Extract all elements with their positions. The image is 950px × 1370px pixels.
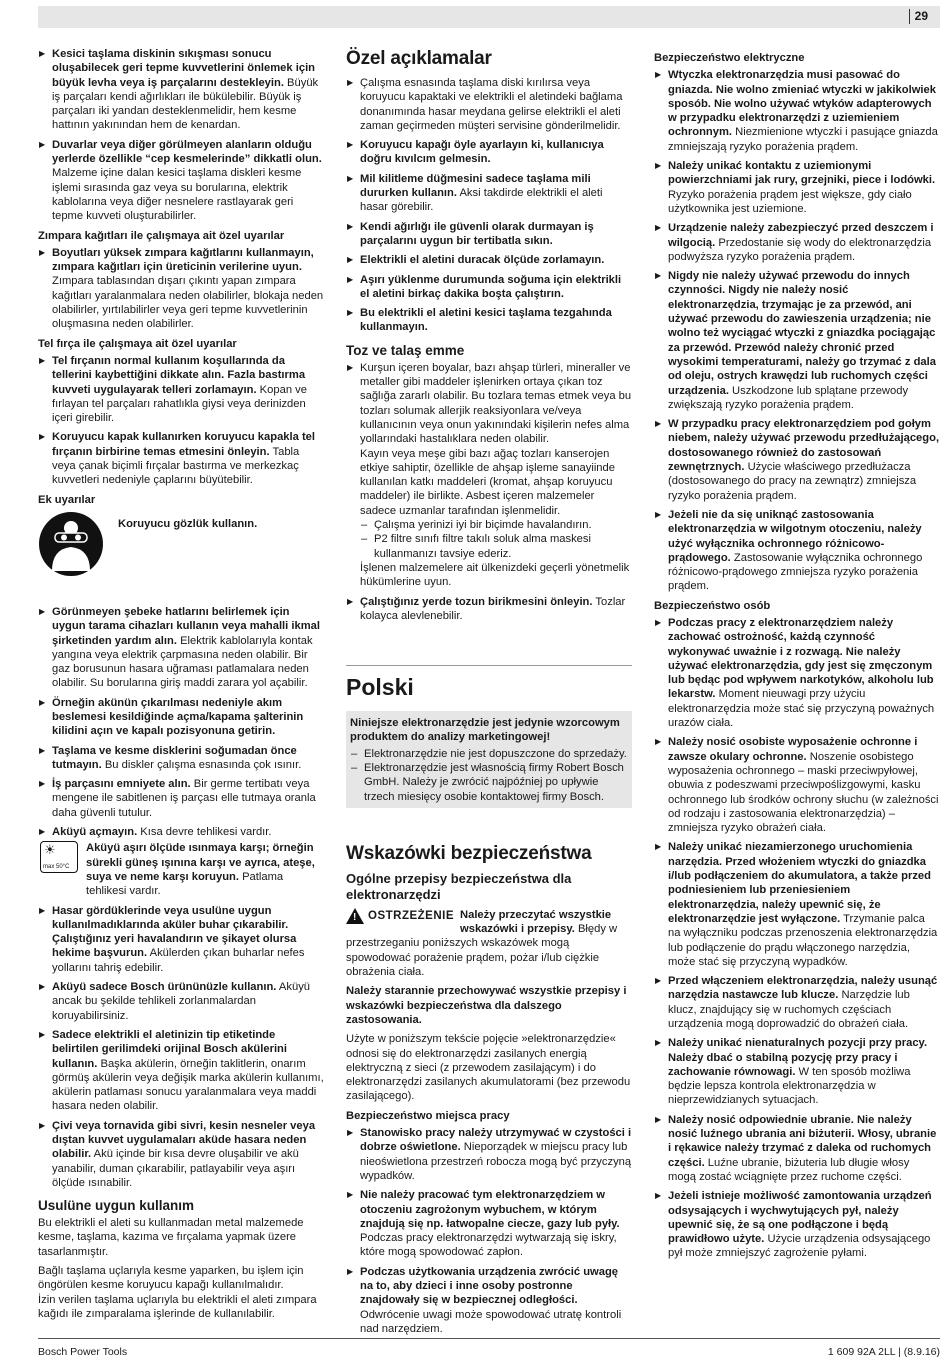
language-title: Polski bbox=[346, 674, 414, 701]
warning-item: ▶ Koruyucu kapak kullanırken koruyucu kapakla tel fırçanın birbirine temas etmesini önleyin. Tabla veya çanak biçimli fırçalar bastırma ve merkezkaç kuvvetleri nedeniyle çaplarını büyütebilir. bbox=[38, 430, 324, 487]
warning-item: ▶ Elektrikli el aletini duracak ölçüde zorlamayın. bbox=[346, 253, 632, 267]
warning-label: ! OSTRZEŻENIE bbox=[346, 908, 454, 924]
warning-item: ▶ Duvarlar veya diğer görülmeyen alanların olduğu yerlerde özellikle “cep kesmelerinde” dikkatli olun. Malzeme içine dalan kesici taşlama diskleri kesme işlemi sırasında gaz veya su borularına, elektrik kablolarına veya diğer nesnelere rastlayarak geri tepme kuvveti oluşturabilirler. bbox=[38, 138, 324, 224]
warning-item: ▶ W przypadku pracy elektronarzędziem pod gołym niebem, należy używać przewodu przedłużającego, dostosowanego również do zastosowań zewnętrznych. Użycie właściwego przedłużacza (dostosowanego do pracy na zewnątrz) zmniejsza ryzyko porażenia prądem. bbox=[654, 417, 940, 503]
warning-item: ▶ Örneğin akünün çıkarılması nedeniyle akım beslemesi kesildiğinde açma/kapama şalterinin kilidini açın ve kapalı pozisyonuna getirin. bbox=[38, 696, 324, 739]
section-subtitle: Ogólne przepisy bezpieczeństwa dla elektronarzędzi bbox=[346, 870, 572, 902]
page-number: 29 bbox=[909, 9, 928, 24]
warning-item: ▶ Mil kilitleme düğmesini sadece taşlama mili dururken kullanın. Aksi takdirde elektrikli el aleti hasar görebilir. bbox=[346, 172, 632, 215]
warning-item: ▶ Aküyü sadece Bosch ürününüzle kullanın. Aküyü ancak bu şekilde tehlikeli zorlanmalardan koruyabilirsiniz. bbox=[38, 980, 324, 1023]
warning-item: ▶ Należy unikać kontaktu z uziemionymi powierzchniami jak rury, grzejniki, piece i lodówki. Ryzyko porażenia prądem jest większe, gdy ciało użytkownika jest uziemione. bbox=[654, 159, 940, 216]
section-title: Wskazówki bezpieczeństwa bbox=[346, 842, 592, 864]
warning-item: ▶ Należy nosić odpowiednie ubranie. Nie należy nosić luźnego ubrania ani biżuterii. Włosy, ubranie i rękawice należy trzymać z daleka od ruchomych części. Luźne ubranie, biżuteria lub długie włosy mogą zostać wciągnięte przez ruchome części. bbox=[654, 1113, 940, 1184]
header-bar bbox=[38, 6, 940, 28]
section-heading: Ek uyarılar bbox=[38, 493, 96, 506]
paragraph: Należy starannie przechowywać wszystkie przepisy i wskazówki bezpieczeństwa dla dalszego zastosowania. bbox=[346, 985, 627, 1026]
column-turkish-1 bbox=[38, 47, 324, 1326]
warning-item: ▶ Çivi veya tornavida gibi sivri, kesin nesneler veya dıştan kuvvet uygulamaları aküde hasara neden olabilir. Akü içinde bir kısa devre oluşabilir ve akü yanabilir, duman çıkarabilir, patlayabilir veya aşırı ölçüde ısınabilir. bbox=[38, 1119, 324, 1190]
warning-item: ▶ Aşırı yüklenme durumunda soğuma için elektrikli el aletini birkaç dakika boşta çalıştırın. bbox=[346, 273, 632, 302]
paragraph: Bu elektrikli el aleti su kullanmadan metal malzemede kesme, taşlama, kazıma ve fırçalama yapmak üzere tasarlanmıştır. bbox=[38, 1217, 304, 1258]
section-heading: Bezpieczeństwo miejsca pracy bbox=[346, 1109, 510, 1122]
marketing-notice-box bbox=[346, 711, 632, 808]
section-heading: Toz ve talaş emme bbox=[346, 342, 465, 358]
warning-item: ▶ Tel fırçanın normal kullanım koşullarında da tellerini kaybettiğini dikkate alın. Fazla bastırma kuvveti uygulayarak telleri zorlamayın. Kopan ve fırlayan tel parçaları rahatlıkla giysi veya derinizden içeri girebilir. bbox=[38, 354, 324, 425]
notice-title: Niniejsze elektronarzędzie jest jedynie wzorcowym produktem do analizy marketingowej! bbox=[350, 717, 620, 744]
paragraph: Użyte w poniższym tekście pojęcie »elektronarzędzie« odnosi się do elektronarzędzi zasilanych energią elektryczną z sieci (z przewodem zasilającym) i do elektronarzędzi zasilanych akumulatorami (bez przewodu zasilającego). bbox=[346, 1033, 631, 1103]
warning-item: ▶ Sadece elektrikli el aletinizin tip etiketinde belirtilen gerilimdeki orijinal Bosch akülerini kullanın. Başka akülerin, örneğin taklitlerin, onarım görmüş akülerin veya değişik marka akülerin kullanımı, akülerin patlaması sonucu yaralanmalara veya maddi hasara neden olabilir. bbox=[38, 1028, 324, 1114]
warning-item: ▶ Koruyucu kapağı öyle ayarlayın ki, kullanıcıya doğru kıvılcım gelmesin. bbox=[346, 138, 632, 167]
warning-item: ▶ Görünmeyen şebeke hatlarını belirlemek için uygun tarama cihazları kullanın veya mahalli ikmal şirketinden yardım alın. Elektrik kablolarıyla kontak yangına veya elektrik çarpmasına neden olabilir. Bir gaz borusunun hasara uğraması patlamalara neden olabilir. Su borularına giriş maddi zarara yol açabilir. bbox=[38, 605, 324, 691]
column-turkish-polish bbox=[346, 47, 632, 1341]
warning-item: ▶ Çalıştığınız yerde tozun birikmesini önleyin. Tozlar kolayca alevlenebilir. bbox=[346, 595, 632, 624]
heat-text: Aküyü aşırı ölçüde ısınmaya karşı; örneğin sürekli güneş ışınına karşı ve ayrıca, ateşe, suya ve neme karşı koruyun. Patlama tehlikesi vardır. bbox=[86, 842, 315, 898]
heat-notice bbox=[38, 841, 324, 898]
section-heading: Bezpieczeństwo elektryczne bbox=[654, 52, 805, 64]
warning-item: ▶ Stanowisko pracy należy utrzymywać w czystości i dobrze oświetlone. Nieporządek w miejscu pracy lub nieoświetlona przestrzeń robocza mogą być przyczyną wypadków. bbox=[346, 1126, 632, 1183]
warning-item: ▶ Należy unikać nienaturalnych pozycji przy pracy. Należy dbać o stabilną pozycję przy pracy i zachowanie równowagi. W ten sposób możliwa będzie lepsza kontrola elektronarzędzia w nieprzewidzianych sytuacjach. bbox=[654, 1036, 940, 1107]
warning-item: ▶ İş parçasını emniyete alın. Bir germe tertibatı veya mengene ile sabitlenen iş parçası elle tutmaya oranla daha güvenli tutulur. bbox=[38, 777, 324, 820]
section-heading: Tel fırça ile çalışmaya ait özel uyarılar bbox=[38, 337, 237, 350]
warning-block: ! OSTRZEŻENIE Należy przeczytać wszystkie wskazówki i przepisy. Błędy w przestrzeganiu poniższych wskazówek mogą spowodować porażenie prądem, pożar i/lub ciężkie obrażenia ciała. bbox=[346, 908, 618, 979]
warning-item: ▶ Jeżeli nie da się uniknąć zastosowania elektronarzędzia w wilgotnym otoczeniu, należy użyć wyłącznika ochronnego różnicowo-prądowego. Zastosowanie wyłącznika ochronnego różnicowo-prądowego zmniejsza ryzyko porażenia prądem. bbox=[654, 508, 940, 594]
goggles-label: Koruyucu gözlük kullanın. bbox=[118, 517, 258, 530]
warning-item: ▶ Jeżeli istnieje możliwość zamontowania urządzeń odsysających i wychwytujących pył, należy upewnić się, że są one podłączone i będą prawidłowo użyte. Użycie urządzenia odsysającego pył może zmniejszyć zagrożenie pyłami. bbox=[654, 1189, 940, 1260]
warning-item: ▶ Podczas pracy z elektronarzędziem należy zachować ostrożność, każdą czynność wykonywać uważnie i z rozwagą. Nie należy używać elektronarzędzia, gdy jest się zmęczonym lub będąc pod wpływem narkotyków, alkoholu lub lekarstw. Moment nieuwagi przy użyciu elektronarzędzia może stać się przyczyną poważnych urazów ciała. bbox=[654, 616, 940, 730]
section-title: Özel açıklamalar bbox=[346, 48, 492, 69]
divider bbox=[346, 665, 632, 666]
warning-item: ▶ Nie należy pracować tym elektronarzędziem w otoczeniu zagrożonym wybuchem, w którym znajdują się np. łatwopalne ciecze, gazy lub pyły. Podczas pracy elektronarzędzi wytwarzają się iskry, które mogą spowodować zapłon. bbox=[346, 1188, 632, 1259]
warning-item: ▶ Nigdy nie należy używać przewodu do innych czynności. Nigdy nie należy nosić elektronarzędzia, trzymając je za przewód, ani używać przewodu do zawieszenia urządzenia; nie wolno też wyciągać wtyczki z gniazdka pociągając za przewód. Przewód należy chronić przed wysokimi temperaturami, należy go trzymać z dala od oleju, ostrych krawędzi lub ruchomych części urządzenia. Uszkodzone lub splątane przewody zwiększają ryzyko porażenia prądem. bbox=[654, 269, 940, 412]
warning-item: ▶ Bu elektrikli el aletini kesici taşlama tezgahında kullanmayın. bbox=[346, 306, 632, 335]
warning-item: ▶ Przed włączeniem elektronarzędzia, należy usunąć narzędzia nastawcze lub klucze. Narzędzie lub klucz, znajdujący się w ruchomych częściach urządzenia mogą doprowadzić do obrażeń ciała. bbox=[654, 974, 940, 1031]
dash-item: – Elektronarzędzie jest własnością firmy Robert Bosch GmbH. Należy je zwrócić najpóźniej po upływie trzech miesięcy osobie kontaktowej firmy Bosch. bbox=[350, 761, 628, 804]
paragraph: Bağlı taşlama uçlarıyla kesme yaparken, bu işlem için öngörülen kesme koruyucu kapağı kullanılmalıdır. bbox=[38, 1265, 304, 1292]
dash-item: – P2 filtre sınıfı filtre takılı soluk alma maskesi kullanmanızı tavsiye ederiz. bbox=[360, 532, 632, 561]
warning-item: ▶ Należy unikać niezamierzonego uruchomienia narzędzia. Przed włożeniem wtyczki do gniazdka i/lub podłączeniem do akumulatora, a także przed podniesieniem lub przeniesieniem elektronarzędzia, należy upewnić się, że elektronarzędzie jest wyłączone. Trzymanie palca na wyłączniku podczas przenoszenia elektronarzędzia lub podłączenie do prądu włączonego narzędzia, może stać się przyczyną wypadków. bbox=[654, 840, 940, 969]
section-heading: Zımpara kağıtları ile çalışmaya ait özel uyarılar bbox=[38, 229, 285, 242]
goggles-notice bbox=[38, 511, 324, 577]
page-footer bbox=[38, 1338, 940, 1359]
warning-item: ▶ Hasar gördüklerinde veya usulüne uygun kullanılmadıklarında aküler buhar çıkarabilir. Çalıştığınız yeri havalandırın ve şikayet olursa hekime başvurun. Akülerden çıkan buharlar nefes yollarını tahriş edebilir. bbox=[38, 904, 324, 975]
dash-item: – Çalışma yerinizi iyi bir biçimde havalandırın. bbox=[360, 518, 632, 532]
safety-goggles-icon bbox=[38, 511, 104, 577]
paragraph: İşlenen malzemelere ait ülkenizdeki geçerli yönetmelik hükümlerine uyun. bbox=[360, 561, 630, 589]
warning-item: ▶ Należy nosić osobiste wyposażenie ochronne i zawsze okulary ochronne. Noszenie osobistego wyposażenia ochronnego – maski przeciwpyłowej, obuwia z podeszwami przeciwpoślizgowymi, kasku ochronnego lub środków ochrony słuchu (w zależności od rodzaju i zastosowania elektronarzędzia) – zmniejsza ryzyko obrażeń ciała. bbox=[654, 735, 940, 835]
section-heading: Bezpieczeństwo osób bbox=[654, 599, 771, 612]
warning-item: ▶ Urządzenie należy zabezpieczyć przed deszczem i wilgocią. Przedostanie się wody do elektronarzędzia podwyższa ryzyko porażenia prądem. bbox=[654, 221, 940, 264]
warning-item: ▶ Çalışma esnasında taşlama diski kırılırsa veya koruyucu kapaktaki ve elektrikli el aletindeki bağlama donanımında hasar meydana gelirse elektrikli el aleti zaman geçirmeden müşteri servisine gönderilmelidir. bbox=[346, 76, 632, 133]
paragraph: İzin verilen taşlama uçlarıyla bu elektrikli el aleti zımpara kağıdı ile zımparalama işlerinde de kullanılabilir. bbox=[38, 1293, 317, 1320]
warning-triangle-icon: ! bbox=[346, 908, 364, 924]
sun-heat-icon: ☀ max 50°C bbox=[40, 841, 78, 873]
column-polish-2 bbox=[654, 47, 940, 1266]
warning-item: ▶ Boyutları yüksek zımpara kağıtlarını kullanmayın, zımpara kağıtları için üreticinin verilerine uyun. Zımpara tablasından dışarı çıkıntı yapan zımpara kağıtları yaralanmalara neden olabilirler, blokaja neden olabilirler, yırtılabilirler veya geri tepme kuvvetlerinin oluşmasına neden olabilirler. bbox=[38, 246, 324, 332]
warning-item: ▶ Wtyczka elektronarzędzia musi pasować do gniazda. Nie wolno zmieniać wtyczki w jakikolwiek sposób. Nie wolno używać wtyków adapterowych w przypadku elektronarzędzi z uziemieniem ochronnym. Niezmienione wtyczki i pasujące gniazda zmniejszają ryzyko porażenia prądem. bbox=[654, 68, 940, 154]
warning-item: ▶ Kendi ağırlığı ile güvenli olarak durmayan iş parçalarını uygun bir tertibatla sıkın. bbox=[346, 220, 632, 249]
paragraph: Kayın veya meşe gibi bazı ağaç tozları kanserojen etkiye sahiptir, özellikle de ahşap işleme sanayiinde kullanılan katkı maddeleri (kromat, ahşap koruyucu maddeler) ile birlikte. Asbest içeren malzemeler sadece uzmanlar tarafından işlenmelidir. bbox=[360, 447, 615, 517]
warning-item: ▶ Kesici taşlama diskinin sıkışması sonucu oluşabilecek geri tepme kuvvetlerini önlemek için büyük levha veya iş parçalarını destekleyin. Büyük iş parçaları kendi ağırlıkları ile bükülebilir. Büyük iş parçaları iki yandan desteklenmelidir, hem kesme hattının yakınından hem de kenardan. bbox=[38, 47, 324, 133]
warning-item: ▶ Podczas użytkowania urządzenia zwrócić uwagę na to, aby dzieci i inne osoby postronne znajdowały się w bezpiecznej odległości. Odwrócenie uwagi może spowodować utratę kontroli nad narzędziem. bbox=[346, 1265, 632, 1336]
footer-docref: 1 609 92A 2LL | (8.9.16) bbox=[827, 1346, 940, 1358]
warning-item: ▶ Kurşun içeren boyalar, bazı ahşap türleri, mineraller ve metaller gibi maddeler işlenirken ortaya çıkan toz sağlığa zararlı olabilir. Bu tozlara temas etmek veya bu tozları solumak allerjik reaksiyonlara ve/veya kullanıcının veya onun yakınındaki kişilerin nefes alma yollarındaki hastalıklara neden olabilir. bbox=[346, 361, 632, 447]
section-heading: Usulüne uygun kullanım bbox=[38, 1198, 195, 1214]
dash-item: – Elektronarzędzie nie jest dopuszczone do sprzedaży. bbox=[350, 747, 628, 761]
warning-item: ▶ Taşlama ve kesme disklerini soğumadan önce tutmayın. Bu diskler çalışma esnasında çok ısınır. bbox=[38, 744, 324, 773]
warning-item: ▶ Aküyü açmayın. Kısa devre tehlikesi vardır. bbox=[38, 825, 324, 839]
footer-brand: Bosch Power Tools bbox=[38, 1346, 128, 1358]
